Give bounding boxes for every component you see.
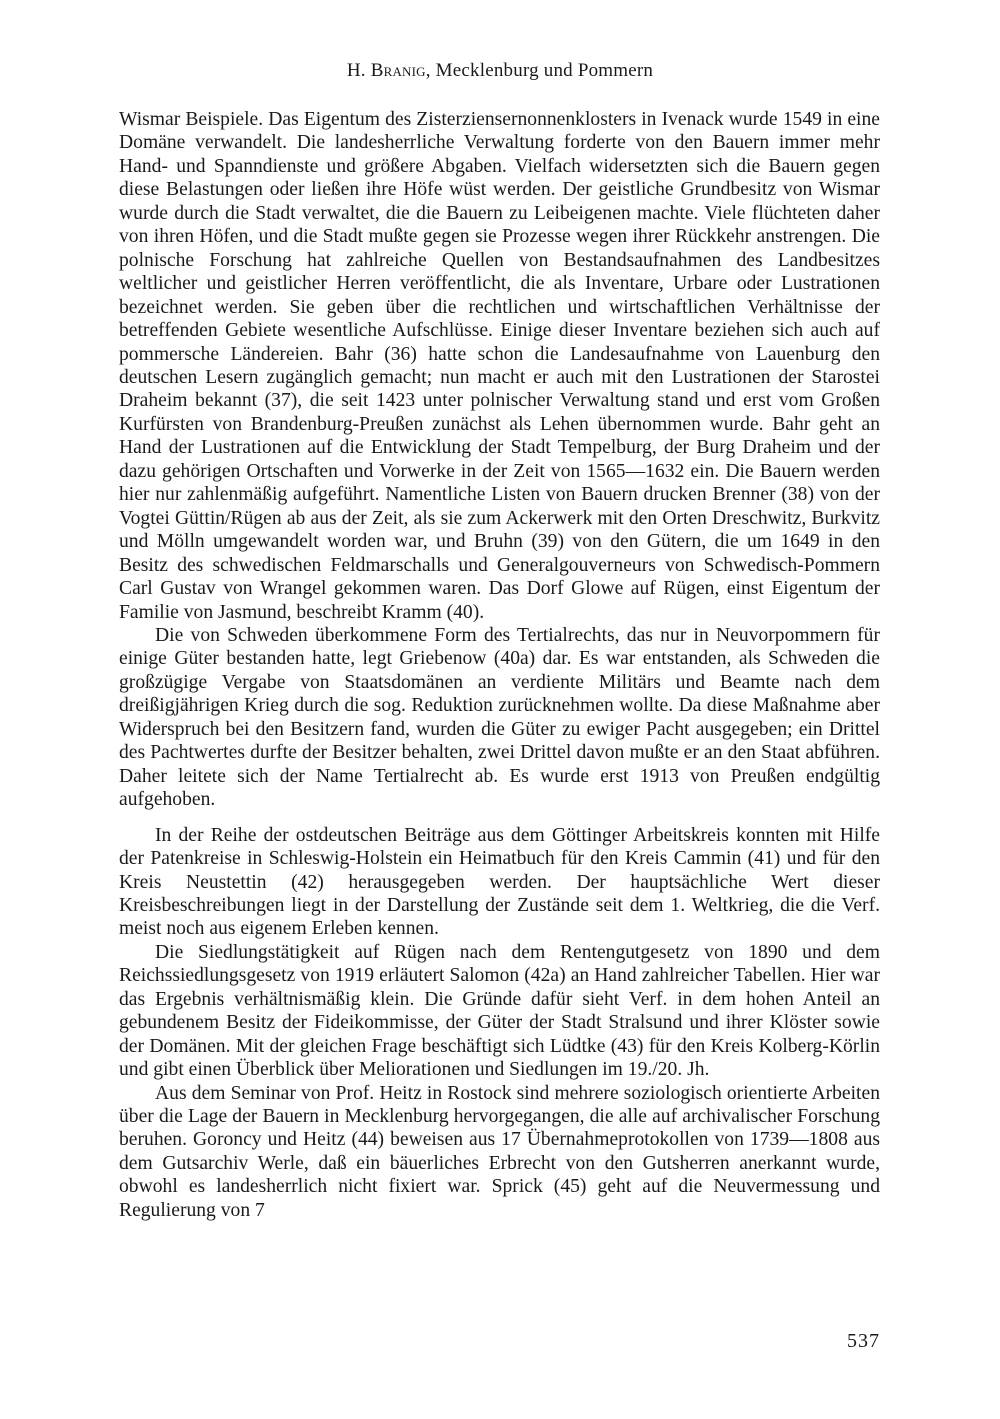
paragraph: Wismar Beispiele. Das Eigentum des Zisterziensernonnenklosters in Ivenack wurde 1549 in eine Domäne verwandelt. Die landesherrliche Verwaltung forderte von den Bauern immer mehr Hand- und Spanndienste und größere Abgaben. Vielfach widersetzten sich die Bauern gegen diese Belastungen oder ließen ihre Höfe wüst werden. Der geistliche Grundbesitz von Wismar wurde durch die Stadt verwaltet, die die Bauern zu Leibeigenen machte. Viele flüchteten daher von ihren Höfen, und die Stadt mußte gegen sie Prozesse wegen ihrer Rückkehr anstrengen. Die polnische Forschung hat zahlreiche Quellen von Bestandsaufnahmen des Landbesitzes weltlicher und geistlicher Herren veröffentlicht, die als Inventare, Urbare oder Lustrationen bezeichnet werden. Sie geben über die rechtlichen und wirtschaftlichen Verhältnisse der betreffenden Gebiete wesentliche Aufschlüsse. Einige dieser Inventare beziehen sich auch auf pommersche Ländereien. Bahr (36) hatte schon die Landesaufnahme von Lauenburg den deutschen Lesern zugänglich gemacht; nun macht er auch mit den Lustrationen der Starostei Draheim bekannt (37), die seit 1423 unter polnischer Verwaltung stand und erst vom Großen Kurfürsten von Brandenburg-Preußen zunächst als Lehen übernommen wurde. Bahr geht an Hand der Lustrationen auf die Entwicklung der Stadt Tempelburg, der Burg Draheim und der dazu gehörigen Ortschaften und Vorwerke in der Zeit von 1565—1632 ein. Die Bauern werden hier nur zahlenmäßig aufgeführt. Namentliche Listen von Bauern drucken Brenner (38) von der Vogtei Güttin/Rügen ab aus der Zeit, als sie zum Ackerwerk mit den Orten Dreschwitz, Burkvitz und Mölln umgewandelt worden war, und Bruhn (39) von den Gütern, die um 1649 in den Besitz des schwedischen Feldmarschalls und Generalgouverneurs von Schwedisch-Pommern Carl Gustav von Wrangel gekommen waren. Das Dorf Glowe auf Rügen, einst Eigentum der Familie von Jasmund, beschreibt Kramm (40). — [119, 109, 880, 623]
author-name: Branig — [370, 60, 426, 81]
page-number: 537 — [847, 1330, 880, 1352]
author-initial: H. — [346, 60, 371, 81]
body-text — [119, 108, 880, 1222]
running-header — [0, 60, 1000, 82]
paragraph: Die von Schweden überkommene Form des Tertialrechts, das nur in Neuvorpommern für einige Güter bestanden hatte, legt Griebenow (40a) dar. Es war entstanden, als Schweden die großzügige Vergabe von Staatsdomänen an verdiente Militärs und Beamte nach dem dreißigjährigen Krieg durch die sog. Reduktion zurücknehmen wollte. Da diese Maßnahme aber Widerspruch bei den Besitzern fand, wurden die Güter zu ewiger Pacht ausgegeben; ein Drittel des Pachtwertes durfte der Besitzer behalten, zwei Drittel davon mußte er an den Staat abführen. Daher leitete sich der Name Tertialrecht ab. Es wurde erst 1913 von Preußen endgültig aufgehoben. — [119, 624, 880, 811]
header-title: , Mecklenburg und Pommern — [425, 60, 654, 81]
paragraph: In der Reihe der ostdeutschen Beiträge aus dem Göttinger Arbeitskreis konnten mit Hilfe der Patenkreise in Schleswig-Holstein ein Heimatbuch für den Kreis Cammin (41) und für den Kreis Neustettin (42) herausgegeben werden. Der hauptsächliche Wert dieser Kreisbeschreibungen liegt in der Darstellung der Zustände seit dem 1. Weltkrieg, die die Verf. meist noch aus eigenem Erleben kennen. — [119, 824, 880, 940]
paragraph: Die Siedlungstätigkeit auf Rügen nach dem Rentengutgesetz von 1890 und dem Reichssiedlungsgesetz von 1919 erläutert Salomon (42a) an Hand zahlreicher Tabellen. Hier war das Ergebnis verhältnismäßig klein. Die Gründe dafür sieht Verf. in dem hohen Anteil an gebundenem Besitz der Fideikommisse, der Güter der Stadt Stralsund und ihrer Klöster sowie der Domänen. Mit der gleichen Frage beschäftigt sich Lüdtke (43) für den Kreis Kolberg-Körlin und gibt einen Überblick über Meliorationen und Siedlungen im 19./20. Jh. — [119, 941, 880, 1081]
paragraph: Aus dem Seminar von Prof. Heitz in Rostock sind mehrere soziologisch orientierte Arbeiten über die Lage der Bauern in Mecklenburg hervorgegangen, die alle auf archivalischer Forschung beruhen. Goroncy und Heitz (44) beweisen aus 17 Übernahmeprotokollen von 1739—1808 aus dem Gutsarchiv Werle, daß ein bäuerliches Erbrecht von den Gutsherren anerkannt wurde, obwohl es landesherrlich nicht fixiert war. Sprick (45) geht auf die Neuvermessung und Regulierung von 7 — [119, 1082, 880, 1221]
